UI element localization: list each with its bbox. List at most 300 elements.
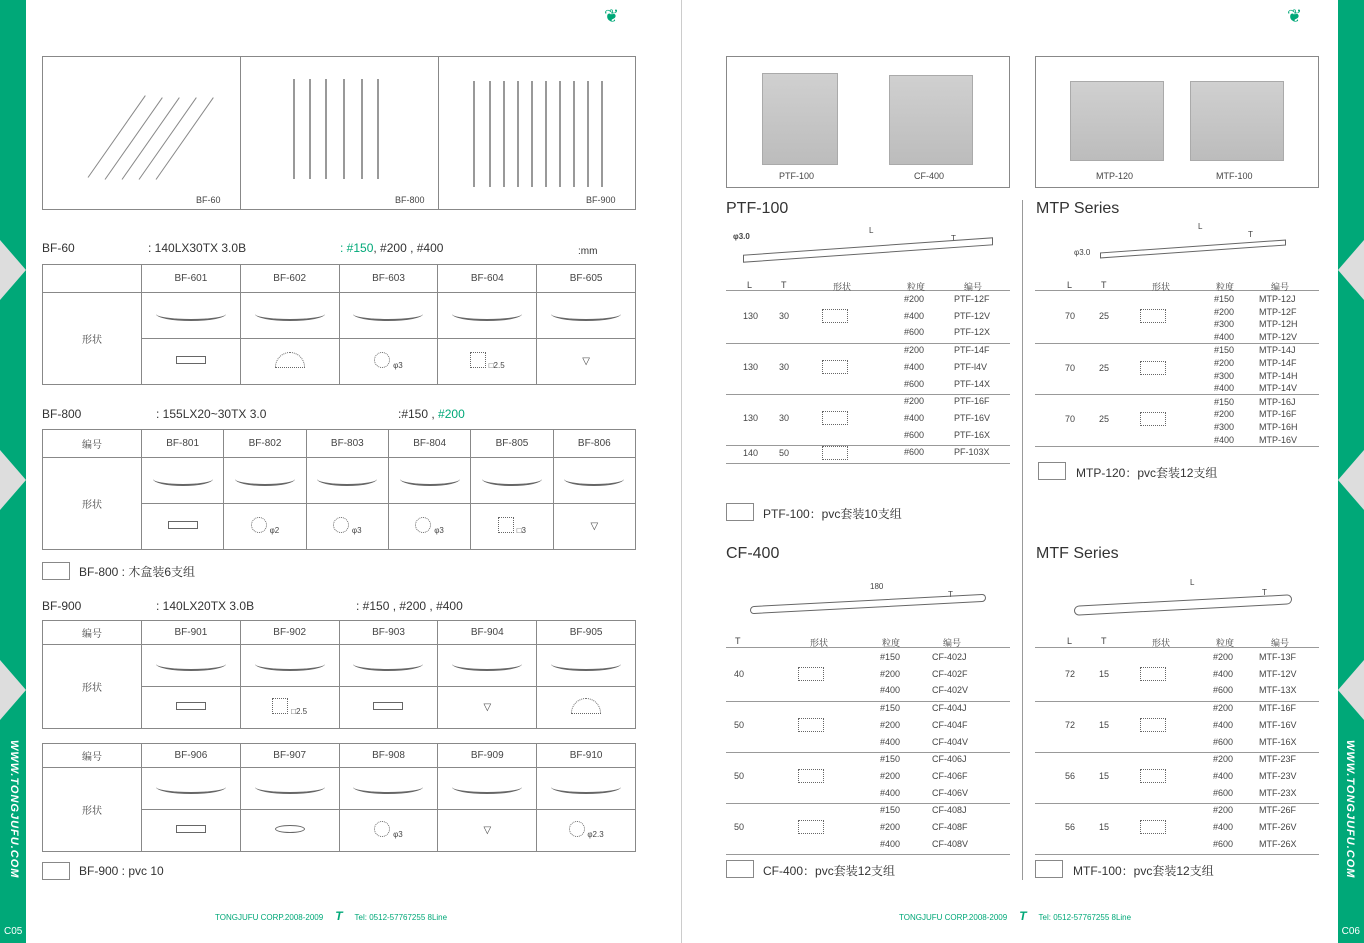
bf800-grit-rest: :#150 , [398,407,435,421]
mtp120-photo [1070,81,1164,161]
col-header: 粒度 [882,638,901,648]
mtf-package-note: MTF-100：pvc套装12支组 [1073,864,1214,878]
col-header: L [1067,280,1073,290]
table-header: BF-910 [537,744,636,768]
package-box-icon [726,503,754,521]
shape-drawing [339,645,438,687]
grit-value: #400 [880,685,901,696]
table-header: BF-803 [306,430,388,458]
length-value: 70 [1065,311,1076,322]
grit-value: #400 [1213,668,1234,679]
grit-value: #600 [1213,838,1234,849]
table-header: 编号 [43,430,142,458]
section-drawing [339,687,438,729]
length-value: 130 [743,311,759,322]
package-box-icon [1035,860,1063,878]
length-value: 140 [743,447,759,458]
row-divider [726,343,1010,344]
section-drawing: ▽ [438,810,537,852]
code-value: MTF-16X [1259,736,1297,747]
grit-value: #200 [904,396,925,407]
length-value: 70 [1065,362,1076,373]
package-box-icon [42,562,70,580]
table-header: BF-805 [471,430,553,458]
footer-tel: Tel: 0512-57767255 8Line [354,913,448,922]
teeth-value: 15 [1099,720,1110,731]
ptf-cf-photo-box [726,56,1010,188]
code-value: PTF-l4V [954,361,988,372]
shape-drawing [537,768,636,810]
section-drawing [142,810,241,852]
grit-value: #400 [1214,331,1235,342]
table-header: BF-806 [553,430,635,458]
mtf-drawing: L T [1072,578,1298,618]
grit-value: #200 [1214,409,1235,420]
section-drawing [798,718,824,732]
section-drawing [142,339,241,385]
photo-label: CF-400 [914,171,945,181]
col-header: 编号 [964,282,983,292]
code-value: CF-402F [932,668,968,679]
teeth-value: 15 [1099,771,1110,782]
grit-value: #400 [904,361,925,372]
code-value: PTF-16X [954,429,991,440]
bf900-name: BF-900 [42,599,82,613]
shape-drawing [339,293,438,339]
section-drawing: ▽ [537,339,636,385]
grit-value: #600 [1213,787,1234,798]
image-label: BF-800 [395,195,425,205]
package-box-icon [726,860,754,878]
ptf100-photo [762,73,838,165]
grit-value: #400 [904,412,925,423]
teeth-value: 15 [1099,822,1110,833]
section-drawing: □2.5 [240,687,339,729]
code-value: PTF-16V [954,412,991,423]
image-label: BF-60 [196,195,221,205]
row-divider [1035,803,1319,804]
code-value: MTF-26V [1259,822,1297,832]
teeth-value: 50 [734,771,745,782]
section-drawing [142,687,241,729]
t-logo-icon: T [1019,909,1027,923]
grit-value: #400 [1213,719,1234,730]
bf60-grit-green: : #150 [340,241,374,255]
section-drawing [240,339,339,385]
shape-drawing [339,768,438,810]
code-value: MTF-16V [1259,719,1297,730]
grit-value: #200 [1213,652,1234,662]
cf400-photo [889,75,973,165]
table-header [43,265,142,293]
col-header: 编号 [1271,638,1290,648]
col-header: L [747,280,753,290]
left-website-text: WWW.TONGJUFU.COM [8,740,20,879]
grit-value: #200 [1213,703,1234,714]
grit-value: #200 [880,668,901,679]
section-drawing: □3 [471,504,553,550]
footer-company: TONGJUFU CORP.2008-2009 [899,913,1008,922]
section-drawing: φ3 [339,339,438,385]
image-label: BF-900 [586,195,616,205]
table-header: BF-602 [240,265,339,293]
mtf-title: MTF Series [1036,545,1119,562]
section-drawing [798,820,824,834]
shape-drawing [388,458,470,504]
grit-value: #200 [1213,805,1234,816]
cf400-drawing: 180 T [748,580,998,614]
bf60-grit-rest: , #200 , #400 [373,241,444,255]
mtf100-photo [1190,81,1284,161]
teeth-value: 30 [779,362,790,373]
section-drawing [1140,769,1166,783]
grit-value: #600 [904,327,925,338]
row-label: 形状 [43,645,142,729]
section-drawing [1140,820,1166,834]
table-header: BF-906 [142,744,241,768]
code-value: MTP-14F [1259,358,1297,368]
teeth-value: 50 [779,447,790,458]
shape-drawing [240,293,339,339]
code-value: MTP-16V [1259,434,1298,445]
table-header: 编号 [43,744,142,768]
section-drawing [537,687,636,729]
col-header: 编号 [1271,282,1290,292]
table-header: BF-605 [537,265,636,293]
code-value: CF-406J [932,754,967,765]
code-value: PTF-14X [954,378,991,389]
code-value: PTF-14F [954,345,990,356]
left-footer [215,909,447,923]
bf800-table [42,429,636,550]
ptf100-package-note: PTF-100：pvc套装10支组 [763,507,902,521]
grit-value: #400 [1213,770,1234,781]
code-value: MTP-14V [1259,383,1298,394]
grit-value: #400 [1214,434,1235,445]
teeth-value: 25 [1099,414,1110,424]
bf900-table-2 [42,743,636,852]
row-divider [726,463,1010,464]
row-divider [726,803,1010,804]
table-header: BF-903 [339,621,438,645]
package-box-icon [42,862,70,880]
column-separator [1022,200,1023,880]
grit-value: #150 [1214,345,1235,356]
table-header: BF-802 [224,430,306,458]
photo-label: PTF-100 [779,171,815,181]
section-drawing: φ3 [339,810,438,852]
grit-value: #600 [904,429,925,440]
grit-value: #200 [880,719,901,730]
row-divider [1035,854,1319,855]
col-header: T [735,636,741,646]
length-value: 72 [1065,720,1076,731]
grit-value: #150 [880,754,901,765]
col-header: 编号 [943,638,962,648]
teeth-value: 25 [1099,362,1110,373]
row-label: 形状 [43,458,142,550]
leaf-logo-icon: ❦ [1287,6,1303,26]
code-value: MTP-12F [1259,306,1297,317]
col-header: T [1101,636,1107,646]
section-drawing [822,309,848,323]
shape-drawing [306,458,388,504]
package-box-icon [1038,462,1066,480]
length-value: 130 [743,413,759,424]
grit-value: #400 [1214,383,1235,394]
shape-drawing [142,768,241,810]
row-divider [726,394,1010,395]
row-divider [726,445,1010,446]
grit-value: #600 [1213,736,1234,747]
code-value: MTP-16J [1259,396,1296,407]
grit-value: #200 [1214,358,1235,368]
row-divider [726,854,1010,855]
grit-value: #400 [880,787,901,798]
mtp-title: MTP Series [1036,200,1120,217]
bf60-name: BF-60 [42,241,75,255]
table-header: BF-909 [438,744,537,768]
grit-value: #200 [880,822,901,832]
code-value: MTP-14J [1259,345,1296,356]
teeth-value: 25 [1099,311,1110,322]
table-header: BF-603 [339,265,438,293]
bf800-grit [398,407,465,421]
col-header: 形状 [1152,638,1171,648]
code-value: PTF-12V [954,310,991,321]
shape-drawing [240,645,339,687]
row-divider [1035,752,1319,753]
shape-drawing [553,458,635,504]
row-divider [726,701,1010,702]
code-value: MTF-26X [1259,838,1297,849]
table-header: BF-907 [240,744,339,768]
left-page-number: C05 [4,926,23,937]
section-drawing [1140,412,1166,426]
shape-drawing [240,768,339,810]
code-value: MTP-16H [1259,422,1298,432]
row-divider [1035,343,1319,344]
right-footer [899,909,1131,923]
photo-label: MTF-100 [1216,171,1253,181]
row-divider [1035,394,1319,395]
bf60-grit [340,241,443,255]
shape-drawing [142,645,241,687]
grit-value: #200 [1213,754,1234,765]
grit-value: #150 [880,805,901,816]
right-website-text: WWW.TONGJUFU.COM [1344,740,1356,879]
col-header: 粒度 [907,282,926,292]
shape-drawing [142,458,224,504]
code-value: PTF-16F [954,396,990,407]
teeth-value: 30 [779,413,790,424]
code-value: MTP-16F [1259,409,1297,420]
bf800-grit-green: #200 [438,407,465,421]
col-header: T [1101,280,1107,290]
code-value: MTP-14H [1259,370,1298,381]
col-header: 形状 [833,282,852,292]
table-header: BF-908 [339,744,438,768]
mtp-package-note: MTP-120：pvc套装12支组 [1076,466,1218,480]
teeth-value: 50 [734,720,745,731]
bf900-grit: : #150 , #200 , #400 [356,599,463,613]
mtp-drawing: φ3.0 L T [1074,222,1288,258]
section-drawing [822,446,848,460]
grit-value: #300 [1214,370,1235,381]
col-header: 粒度 [1216,638,1235,648]
col-header: 形状 [1152,282,1171,292]
grit-value: #200 [880,770,901,781]
code-value: CF-406V [932,787,969,798]
code-value: MTF-13F [1259,652,1296,662]
code-value: PF-103X [954,447,990,458]
code-value: CF-404F [932,719,968,730]
shape-drawing [471,458,553,504]
footer-tel: Tel: 0512-57767255 8Line [1038,913,1132,922]
bf800-package-note: BF-800 : 木盒装6支组 [79,565,196,579]
grit-value: #200 [904,345,925,356]
grit-value: #400 [1213,822,1234,832]
shape-drawing [537,293,636,339]
code-value: MTF-23X [1259,787,1297,798]
col-header: L [1067,636,1073,646]
teeth-value: 30 [779,311,790,322]
bf800-spec: : 155LX20~30TX 3.0 [156,407,267,421]
section-drawing: φ3 [306,504,388,550]
footer-company: TONGJUFU CORP.2008-2009 [215,913,324,922]
grit-value: #150 [1214,396,1235,407]
grit-value: #400 [880,736,901,747]
photo-label: MTP-120 [1096,171,1134,181]
col-header: 形状 [810,638,829,648]
grit-value: #300 [1214,422,1235,432]
section-drawing [1140,361,1166,375]
grit-value: #400 [880,838,901,849]
code-value: MTP-12H [1259,319,1298,330]
table-header: BF-604 [438,265,537,293]
code-value: MTP-12J [1259,294,1296,304]
code-value: MTP-12V [1259,331,1298,342]
t-logo-icon: T [335,909,343,923]
cf400-title: CF-400 [726,545,780,562]
row-divider [1035,446,1319,447]
bf900-table-1 [42,620,636,729]
code-value: MTF-12V [1259,668,1297,679]
grit-value: #150 [880,703,901,714]
section-drawing [798,667,824,681]
code-value: CF-408J [932,805,967,816]
length-value: 56 [1065,822,1076,833]
grit-value: #150 [880,652,901,662]
grit-value: #400 [904,310,925,321]
table-header: BF-905 [537,621,636,645]
table-header: BF-801 [142,430,224,458]
bf900-package-note: BF-900 : pvc 10 [79,864,164,878]
section-drawing: ▽ [438,687,537,729]
shape-drawing [438,645,537,687]
row-label: 形状 [43,768,142,852]
bf800-name: BF-800 [42,407,82,421]
shape-drawing [438,768,537,810]
right-page-number: C06 [1341,926,1360,937]
section-drawing: □2.5 [438,339,537,385]
code-value: CF-402J [932,652,967,662]
section-drawing [822,411,848,425]
table-header: BF-901 [142,621,241,645]
ptf100-drawing: φ3.0 L T [733,228,999,266]
row-divider [1035,701,1319,702]
section-drawing: φ2.3 [537,810,636,852]
bf60-table [42,264,636,385]
shape-drawing [537,645,636,687]
section-drawing [240,810,339,852]
shape-drawing [438,293,537,339]
section-drawing: φ2 [224,504,306,550]
col-header: T [781,280,787,290]
table-header: BF-904 [438,621,537,645]
code-value: MTF-23F [1259,754,1296,765]
row-divider [726,752,1010,753]
leaf-logo-icon: ❦ [604,6,620,26]
page-divider [681,0,682,943]
product-image-strip [42,56,636,210]
cf400-package-note: CF-400：pvc套装12支组 [763,864,896,878]
mtp-mtf-photo-box [1035,56,1319,188]
row-label: 形状 [43,293,142,385]
grit-value: #200 [904,294,925,304]
code-value: PTF-12F [954,294,990,304]
section-drawing [1140,718,1166,732]
code-value: PTF-12X [954,327,991,338]
length-value: 72 [1065,669,1076,680]
code-value: CF-408F [932,822,968,832]
grit-value: #600 [904,447,925,458]
length-value: 56 [1065,771,1076,782]
grit-value: #600 [904,378,925,389]
code-value: CF-404J [932,703,967,714]
table-header: 编号 [43,621,142,645]
code-value: CF-406F [932,770,968,781]
section-drawing: ▽ [553,504,635,550]
shape-drawing [224,458,306,504]
section-drawing [142,504,224,550]
teeth-value: 40 [734,669,745,680]
grit-value: #300 [1214,319,1235,330]
code-value: MTF-23V [1259,770,1297,781]
grit-value: #600 [1213,685,1234,696]
table-header: BF-804 [388,430,470,458]
code-value: CF-404V [932,736,969,747]
table-header: BF-902 [240,621,339,645]
unit-label: :mm [578,246,598,257]
length-value: 70 [1065,414,1076,424]
grit-value: #200 [1214,306,1235,317]
shape-drawing [142,293,241,339]
col-header: 粒度 [1216,282,1235,292]
length-value: 130 [743,362,759,373]
bf60-spec: : 140LX30TX 3.0B [148,241,247,255]
section-drawing [1140,667,1166,681]
code-value: MTF-26F [1259,805,1296,816]
teeth-value: 50 [734,822,745,833]
code-value: CF-408V [932,838,969,849]
teeth-value: 15 [1099,669,1110,680]
grit-value: #150 [1214,294,1235,304]
bf900-spec: : 140LX20TX 3.0B [156,599,255,613]
code-value: MTF-13X [1259,685,1297,696]
table-header: BF-601 [142,265,241,293]
code-value: CF-402V [932,685,969,696]
